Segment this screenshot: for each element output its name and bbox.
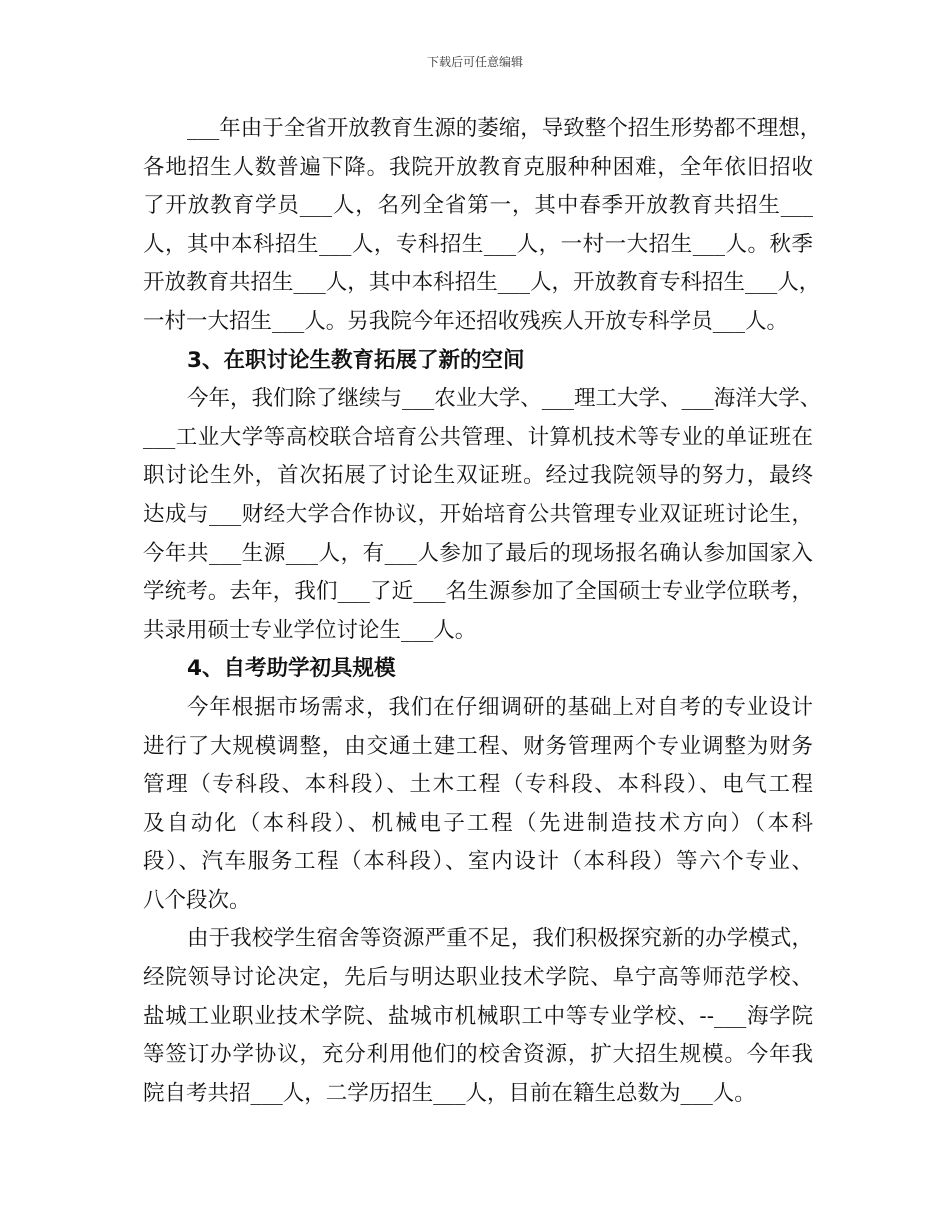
section-heading-4: 4、自考助学初具规模 (187, 656, 396, 682)
paragraph-4 (143, 920, 813, 1113)
paragraph-3 (143, 689, 813, 921)
text-line: 职讨论生外，首次拓展了讨论生双证班。经过我院领导的努力，最终 (143, 463, 813, 489)
text-line: ___工业大学等高校联合培育公共管理、计算机技术等专业的单证班在 (143, 424, 813, 450)
text-line: 等签订办学协议，充分利用他们的校舍资源，扩大招生规模。今年我 (143, 1042, 813, 1068)
text-line: ___年由于全省开放教育生源的萎缩，导致整个招生形势都不理想， (187, 116, 822, 141)
text-line: 了开放教育学员___人，名列全省第一，其中春季开放教育共招生___ (143, 193, 813, 219)
text-line: 由于我校学生宿舍等资源严重不足，我们积极探究新的办学模式， (187, 926, 813, 952)
document-body (143, 110, 822, 1113)
text-line: 今年共___生源___人，有___人参加了最后的现场报名确认参加国家入 (143, 540, 813, 566)
text-line: 达成与___财经大学合作协议，开始培育公共管理专业双证班讨论生， (143, 501, 813, 527)
paragraph-2 (143, 380, 822, 650)
text-line: 经院领导讨论决定，先后与明达职业技术学院、阜宁高等师范学校、 (143, 965, 813, 991)
text-line: 盐城工业职业技术学院、盐城市机械职工中等专业学校、--___海学院 (143, 1003, 813, 1029)
text-line: 人，其中本科招生___人，专科招生___人，一村一大招生___人。秋季 (143, 231, 813, 257)
text-line: 今年，我们除了继续与___农业大学、___理工大学、___海洋大学、 (187, 386, 822, 412)
text-line: 八个段次。 (143, 887, 251, 913)
text-line: 院自考共招___人，二学历招生___人，目前在籍生总数为___人。 (143, 1080, 756, 1106)
text-line: 及自动化（本科段）、机械电子工程（先进制造技术方向）（本科 (143, 810, 813, 836)
header-note: 下载后可任意编辑 (426, 55, 523, 69)
paragraph-1 (143, 110, 822, 342)
text-line: 开放教育共招生___人，其中本科招生___人，开放教育专科招生___人， (143, 270, 821, 296)
text-line: 今年根据市场需求，我们在仔细调研的基础上对自考的专业设计 (187, 694, 813, 720)
text-line: 共录用硕士专业学位讨论生___人。 (143, 617, 477, 643)
text-line: 各地招生人数普遍下降。我院开放教育克服种种困难，全年依旧招收 (143, 154, 813, 180)
text-line: 段）、汽车服务工程（本科段）、室内设计（本科段）等六个专业、 (143, 849, 813, 875)
text-line: 学统考。去年，我们___了近___名生源参加了全国硕士专业学位联考， (143, 579, 813, 605)
text-line: 管理（专科段、本科段）、土木工程（专科段、本科段）、电气工程 (143, 772, 813, 798)
section-heading-3: 3、在职讨论生教育拓展了新的空间 (187, 347, 525, 373)
text-line: 进行了大规模调整，由交通土建工程、财务管理两个专业调整为财务 (143, 733, 813, 759)
text-line: 一村一大招生___人。另我院今年还招收残疾人开放专科学员___人。 (143, 308, 789, 334)
